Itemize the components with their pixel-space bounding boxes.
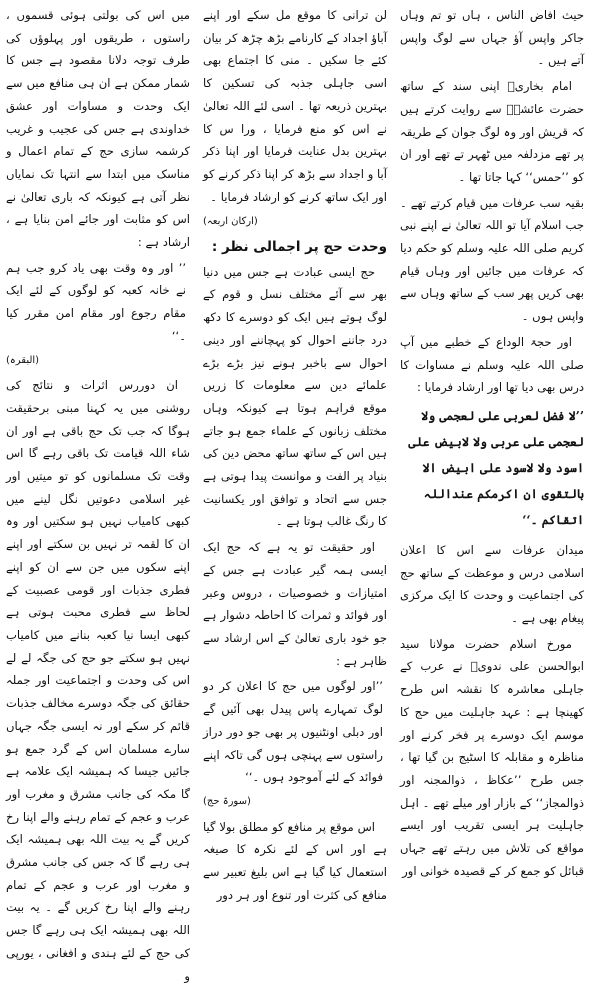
source-reference: (البقرہ) bbox=[6, 354, 40, 366]
document-page bbox=[6, 4, 584, 983]
paragraph: حج ایسی عبادت ہے جس میں دنیا بھر سے آئے مختلف نسل و قوم کے لوگ ہوتے ہیں ایک کو دوسرے کا دکھ درد جاننے احوال کو پہچاننے اور دینی احوال سے باخبر ہونے نیز بڑے بڑے علمائے دین سے معلومات کا زریں موقع فراہم ہوتا ہے کیونکہ وہاں مختلف زبانوں کے علماء جمع ہو جاتے ہیں اس کے ساتھ ساتھ محض دین کی بنیاد پر الفت و موانست پیدا ہوتی ہے جس سے اتحاد و توافق اور یکسانیت کا رنگ غالب ہوتا ہے ۔ bbox=[203, 264, 387, 529]
paragraph: اس موقع پر منافع کو مطلق بولا گیا ہے اور اس کے لئے نکرہ کا صیغہ استعمال کیا گیا ہے اس بلیغ تعبیر سے منافع کی کثرت اور تنوع اور ہر دور bbox=[203, 819, 387, 902]
paragraph: مورخ اسلام حضرت مولانا سید ابوالحسن علی ندویؒ نے عرب کے جاہلی معاشرہ کا نقشہ اس طرح کھینچا ہے : عہد جاہلیت میں حج کا موسم ایک دوسرے پر فخر کرنے اور مناظرہ و مقابلہ کا اسٹیج بن گیا تھا ، جس طرح ’’عکاظ ، ذوالمجنہ اور ذوالمجاز‘‘ کے بازار اور میلے تھے ۔ اہل جاہلیت ہر ایسی تقریب اور ایسے مواقع کی تلاش میں رہتے تھے جہاں قبائل کو جمع کر کے قصیدہ خوانی اور bbox=[400, 636, 584, 878]
text-column-left bbox=[6, 4, 190, 983]
source-reference: (سورۃ حج) bbox=[203, 795, 251, 807]
paragraph: بقیہ سب عرفات میں قیام کرتے تھے ۔ جب اسلام آیا تو اللہ تعالیٰ نے اپنے نبی کریم صلی اللہ علیہ وسلم کو حکم دیا کہ عرفات میں جائیں اور وہاں قیام بھی کریں پھر سب کے ساتھ وہاں سے واپس ہوں ۔ bbox=[400, 195, 584, 324]
paragraph: میں اس کی بولتی ہوئی قسموں ، راستوں ، طریقوں اور پہلوؤں کی طرف توجہ دلانا مقصود ہے جس کا شمار ممکن ہے ان ہی منافع میں سے ایک وحدت و مساوات اور عشق خداوندی ہے جس کی عجیب و غریب کرشمہ سازی حج کے تمام اعمال و مناسک میں ابتدا سے انتہا تک نمایاں نظر آتی ہے کیونکہ کہ باری تعالیٰ نے اس کو مثابت اور جائے امن بنایا ہے ، ارشاد ہے : bbox=[6, 8, 190, 250]
paragraph: ان دوررس اثرات و نتائج کی روشنی میں یہ کہنا مبنی برحقیقت ہوگا کہ جب تک حج باقی ہے اور ان شاء اللہ قیامت تک باقی رہے گا اس وقت تک مسلمانوں کو تو میتیں اور غیر اسلامی دعوتیں نگل لینے میں کبھی کامیاب نہیں ہو سکتیں اور وہ ان کا لقمہ تر نہیں بن سکتے اور اپنے اپنے سکوں میں جن سے ان کو اپنے فطری جذبات اور قومی عصبیت کے لحاظ سے فطری محبت ہوتی ہے کبھی ایسا نیا کعبہ بنانے میں کامیاب نہیں ہو سکتے جو حج کی جگہ لے لے اس کی وحدت و اجتماعیت اور جملہ حقائق کی جگہ دوسرے مخالف جذبات قائم کر سکے اور نہ ایسی جگہ جہاں سارے مسلمان اس کے گرد جمع ہو جائیں جیسا کہ ہمیشہ ایک علامہ ہے گا مکہ کی جانب مشرق و مغرب اور عرب و عجم کے تمام رہنے والے اپنا رخ کریں گے یہ بیت اللہ بھی ہمیشہ ایک ہی رہے گا کہ جس کی جانب مشرق و مغرب اور عرب و عجم کے تمام رہنے والے اپنا رخ کریں گے ۔ یہ بیت اللہ بھی ہمیشہ ایک ہی رہے گا جس کی حج کے لئے ہندی و افغانی ، یورپی و bbox=[6, 378, 190, 983]
text-column-right bbox=[400, 4, 584, 916]
section-heading: وحدت حج پر اجمالی نظر : bbox=[211, 239, 387, 256]
arabic-hadith-quote: ’’لا فضل لعربی علی لعجمی ولا لعجمی علی عربی ولا لابیض علی اسود ولا لاسود علی ابیض الا بالتقوی ان اکرمکم عنداللہ اتقاکم ۔‘‘ bbox=[408, 408, 584, 527]
paragraph: اور حقیقت تو یہ ہے کہ حج ایک ایسی ہمہ گیر عبادت ہے جس کے امتیازات و خصوصیات ، دروس وعبر اور فوائد و ثمرات کا احاطہ دشوار ہے جو خود باری تعالیٰ کے اس ارشاد سے ظاہر ہے : bbox=[203, 540, 387, 668]
quran-translation-quote: ’’اور لوگوں میں حج کا اعلان کر دو لوگ تمہارے پاس پیدل بھی آئیں گے اور دبلی اونٹنیوں پر بھی جو دور دراز راستوں سے پہنچی ہوں گی تاکہ اپنے فوائد کے لئے آموجود ہوں ۔‘‘ bbox=[203, 679, 383, 785]
paragraph: میدان عرفات سے اس کا اعلان اسلامی درس و موعظت کے ساتھ حج کی اجتماعیت و وحدت کا ایک مرکزی پیغام بھی ہے ۔ bbox=[400, 542, 584, 626]
source-reference: (ارکان اربعہ) bbox=[203, 216, 258, 228]
text-column-middle bbox=[203, 4, 387, 916]
paragraph: اور حجۃ الوداع کے خطبے میں آپ صلی اللہ علیہ وسلم نے مساوات کا درس بھی دیا تھا اور ارشاد فرمایا : bbox=[400, 334, 584, 395]
paragraph: امام بخاریؒ اپنی سند کے ساتھ حضرت عائشہؓ سے روایت کرتے ہیں کہ قریش اور وہ لوگ جوان کے طریقہ پر تھے مزدلفہ میں ٹھہر تے تھے اور ان کو ’’حمس‘‘ کہا جاتا تھا ۔ bbox=[400, 79, 584, 184]
paragraph: لن ترانی کا موقع مل سکے اور اپنے آباؤ اجداد کے کارنامے بڑھ چڑھ کر بیان کئے جا سکیں ۔ منی کا اجتماع بھی اسی جاہلی جذبہ کی تسکین کا بہترین ذریعہ تھا ۔ اسی لئے اللہ تعالیٰ نے اس کو منع فرمایا ، ورا س کا بہترین بدل عنایت فرمایا اور اپنا ذکر آبا و اجداد سے بڑھ کر اپنا ذکر کرنے کو اور ایک ساتھ کرنے کو ارشاد فرمایا ۔ bbox=[203, 8, 387, 204]
quran-translation-quote: ’’ اور وہ وقت بھی یاد کرو جب ہم نے خانہ کعبہ کو لوگوں کے لئے ایک مقام رجوع اور مقام امن مقرر کیا ۔‘‘ bbox=[6, 260, 186, 343]
paragraph: حیث افاض الناس ، ہاں تو تم وہاں جاکر واپس آؤ جہاں سے لوگ واپس آتے ہیں ۔ bbox=[400, 8, 584, 68]
